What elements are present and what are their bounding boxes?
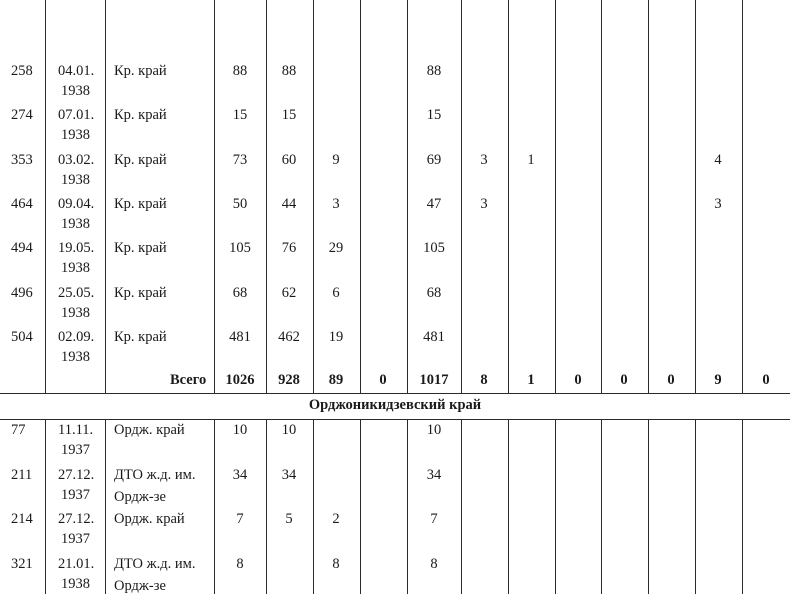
row-value-col6: 3 bbox=[480, 151, 488, 168]
row-place: Кр. край bbox=[114, 107, 167, 124]
column-divider bbox=[695, 419, 696, 594]
row-place: Кр. край bbox=[114, 195, 167, 212]
row-date: 11.11. bbox=[58, 422, 94, 438]
row-divider bbox=[0, 419, 790, 420]
column-divider bbox=[313, 419, 314, 594]
row-number: 274 bbox=[11, 107, 33, 124]
total-value: 8 bbox=[480, 372, 488, 388]
row-date: 27.12. bbox=[58, 466, 95, 483]
row-number: 77 bbox=[11, 422, 26, 438]
row-value-col3: 8 bbox=[332, 555, 340, 572]
row-date-year: 1937 bbox=[61, 531, 90, 547]
row-date: 03.02. bbox=[58, 151, 95, 168]
row-value-col5: 68 bbox=[426, 284, 442, 301]
row-value-col5: 15 bbox=[426, 107, 442, 124]
row-place: Кр. край bbox=[114, 284, 167, 301]
column-divider bbox=[266, 419, 267, 594]
column-divider bbox=[508, 419, 509, 594]
row-date: 19.05. bbox=[58, 240, 95, 257]
row-value-col1: 15 bbox=[232, 107, 248, 124]
row-value-col3: 3 bbox=[332, 195, 340, 212]
row-date: 07.01. bbox=[58, 107, 95, 124]
row-divider bbox=[0, 393, 790, 394]
column-divider bbox=[360, 0, 361, 393]
total-value: 1 bbox=[527, 372, 535, 388]
row-value-col1: 481 bbox=[229, 328, 251, 345]
row-value-col3: 6 bbox=[332, 284, 340, 301]
row-value-col2: 34 bbox=[281, 466, 297, 483]
column-divider bbox=[601, 419, 602, 594]
column-divider bbox=[742, 419, 743, 594]
row-value-col5: 10 bbox=[426, 422, 442, 438]
total-value: 1017 bbox=[419, 372, 449, 388]
column-divider bbox=[648, 419, 649, 594]
row-date-year: 1938 bbox=[61, 304, 90, 321]
row-number: 214 bbox=[11, 511, 33, 527]
row-value-col2: 15 bbox=[281, 107, 297, 124]
row-date: 27.12. bbox=[58, 511, 95, 527]
row-date-year: 1937 bbox=[61, 486, 90, 503]
row-date-year: 1938 bbox=[61, 260, 90, 277]
total-value: 0 bbox=[574, 372, 582, 388]
column-divider bbox=[214, 0, 215, 393]
row-value-col11: 4 bbox=[714, 151, 722, 168]
row-value-col1: 50 bbox=[232, 195, 248, 212]
row-value-col5: 481 bbox=[423, 328, 445, 345]
row-date: 09.04. bbox=[58, 195, 95, 212]
column-divider bbox=[45, 0, 46, 393]
row-value-col1: 105 bbox=[229, 240, 251, 257]
column-divider bbox=[555, 0, 556, 393]
row-date-year: 1938 bbox=[61, 171, 90, 188]
row-value-col2: 44 bbox=[281, 195, 297, 212]
column-divider bbox=[105, 0, 106, 393]
row-value-col11: 3 bbox=[714, 195, 722, 212]
total-value: 928 bbox=[278, 372, 300, 388]
row-value-col1: 88 bbox=[232, 63, 248, 79]
column-divider bbox=[407, 419, 408, 594]
row-value-col5: 69 bbox=[426, 151, 442, 168]
row-value-col5: 34 bbox=[426, 466, 442, 483]
row-value-col3: 9 bbox=[332, 151, 340, 168]
row-value-col6: 3 bbox=[480, 195, 488, 212]
column-divider bbox=[742, 0, 743, 393]
column-divider bbox=[214, 419, 215, 594]
row-value-col3: 19 bbox=[328, 328, 344, 345]
row-number: 211 bbox=[11, 466, 33, 483]
row-value-col2: 60 bbox=[281, 151, 297, 168]
row-value-col5: 8 bbox=[430, 555, 438, 572]
column-divider bbox=[508, 0, 509, 393]
total-value: 0 bbox=[762, 372, 770, 388]
row-number: 464 bbox=[11, 195, 33, 212]
total-value: 0 bbox=[379, 372, 387, 388]
row-date-year: 1938 bbox=[61, 575, 90, 592]
row-date: 25.05. bbox=[58, 284, 95, 301]
row-value-col1: 7 bbox=[236, 511, 244, 527]
row-date-year: 1938 bbox=[61, 127, 90, 144]
total-value: 0 bbox=[667, 372, 675, 388]
row-place: Ордж-зе bbox=[114, 488, 166, 505]
column-divider bbox=[555, 419, 556, 594]
row-number: 353 bbox=[11, 151, 33, 168]
column-divider bbox=[45, 419, 46, 594]
row-place: Кр. край bbox=[114, 328, 167, 345]
row-place: Кр. край bbox=[114, 240, 167, 257]
column-divider bbox=[105, 419, 106, 594]
row-number: 504 bbox=[11, 328, 33, 345]
row-value-col2: 62 bbox=[281, 284, 297, 301]
row-place: ДТО ж.д. им. bbox=[114, 466, 196, 483]
row-date-year: 1938 bbox=[61, 83, 90, 99]
row-place: Ордж. край bbox=[114, 511, 185, 527]
row-number: 494 bbox=[11, 240, 33, 257]
row-value-col1: 73 bbox=[232, 151, 248, 168]
row-number: 321 bbox=[11, 555, 33, 572]
row-value-col1: 10 bbox=[232, 422, 248, 438]
row-date-year: 1937 bbox=[61, 442, 90, 458]
row-number: 258 bbox=[11, 63, 33, 79]
row-value-col7: 1 bbox=[527, 151, 535, 168]
row-value-col5: 47 bbox=[426, 195, 442, 212]
column-divider bbox=[360, 419, 361, 594]
column-divider bbox=[695, 0, 696, 393]
row-place: ДТО ж.д. им. bbox=[114, 555, 196, 572]
row-place: Кр. край bbox=[114, 151, 167, 168]
row-date: 04.01. bbox=[58, 63, 95, 79]
total-value: 9 bbox=[714, 372, 722, 388]
column-divider bbox=[648, 0, 649, 393]
row-place: Ордж-зе bbox=[114, 577, 166, 594]
row-value-col2: 5 bbox=[285, 511, 293, 527]
row-value-col1: 68 bbox=[232, 284, 248, 301]
row-value-col2: 462 bbox=[278, 328, 300, 345]
total-value: 0 bbox=[620, 372, 628, 388]
row-date: 02.09. bbox=[58, 328, 95, 345]
row-value-col5: 88 bbox=[426, 63, 442, 79]
row-value-col3: 29 bbox=[328, 240, 344, 257]
total-label: Всего bbox=[170, 372, 207, 388]
row-value-col2: 10 bbox=[281, 422, 297, 438]
row-value-col3: 2 bbox=[332, 511, 340, 527]
row-number: 496 bbox=[11, 284, 33, 301]
row-value-col5: 7 bbox=[430, 511, 438, 527]
region-title: Орджоникидзевский край bbox=[308, 397, 482, 413]
column-divider bbox=[407, 0, 408, 393]
row-date-year: 1938 bbox=[61, 215, 90, 232]
column-divider bbox=[461, 419, 462, 594]
row-place: Ордж. край bbox=[114, 422, 185, 438]
row-value-col1: 34 bbox=[232, 466, 248, 483]
column-divider bbox=[266, 0, 267, 393]
column-divider bbox=[461, 0, 462, 393]
row-date: 21.01. bbox=[58, 555, 95, 572]
column-divider bbox=[313, 0, 314, 393]
total-value: 89 bbox=[328, 372, 344, 388]
row-place: Кр. край bbox=[114, 63, 167, 79]
row-value-col1: 8 bbox=[236, 555, 244, 572]
row-date-year: 1938 bbox=[61, 348, 90, 365]
row-value-col2: 88 bbox=[281, 63, 297, 79]
row-value-col2: 76 bbox=[281, 240, 297, 257]
row-value-col5: 105 bbox=[423, 240, 445, 257]
total-value: 1026 bbox=[225, 372, 255, 388]
column-divider bbox=[601, 0, 602, 393]
